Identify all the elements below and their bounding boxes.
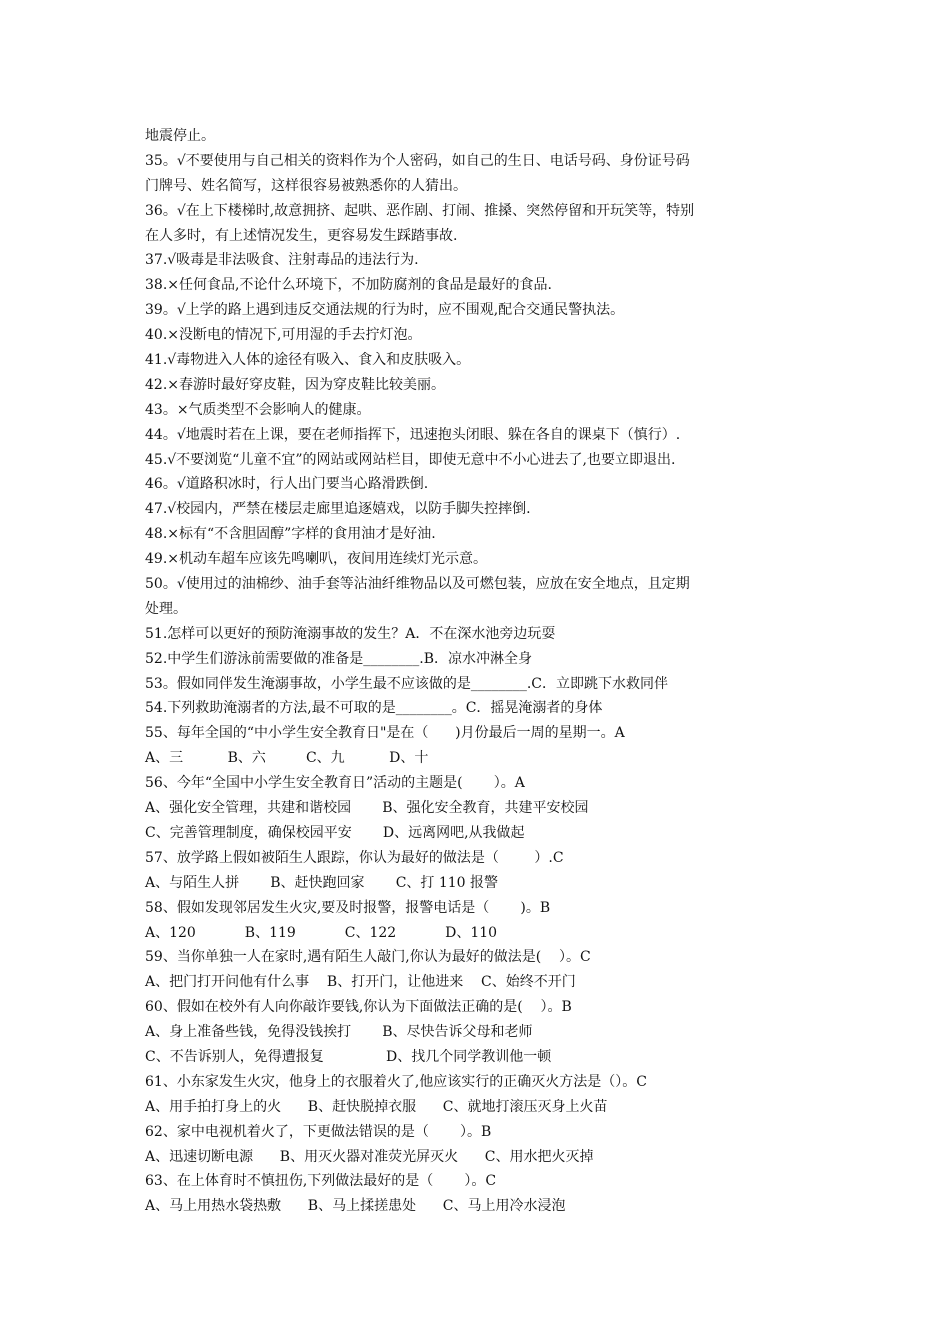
text-line: 52.中学生们游泳前需要做的准备是________.B．凉水冲淋全身: [145, 650, 533, 667]
text-line: 45.√不要浏览“儿童不宜”的网站或网站栏目，即使无意中不小心进去了,也要立即退出.: [145, 451, 676, 468]
text-line: 49.×机动车超车应该先鸣喇叭，夜间用连续灯光示意。: [145, 551, 487, 568]
text-line: 62、家中电视机着火了，下更做法错误的是（ ）。B: [145, 1123, 492, 1140]
text-line: A、把门打开问他有什么事 B、打开门，让他进来 C、始终不开门: [145, 974, 576, 991]
text-line: A、用手拍打身上的火 B、赶快脱掉衣服 C、就地打滚压灭身上火苗: [145, 1098, 608, 1115]
text-line: A、迅速切断电源 B、用灭火器对准荧光屏灭火 C、用水把火灭掉: [145, 1148, 594, 1165]
text-line: 46。√道路积冰时，行人出门要当心路滑跌倒.: [145, 476, 429, 493]
text-line: 43。×气质类型不会影响人的健康。: [145, 401, 371, 418]
text-line: 42.×春游时最好穿皮鞋，因为穿皮鞋比较美丽。: [145, 376, 445, 393]
text-line: 地震停止。: [145, 128, 215, 144]
text-line: A、强化安全管理，共建和谐校园 B、强化安全教育，共建平安校园: [145, 800, 589, 817]
text-line: 50。√使用过的油棉纱、油手套等沾油纤维物品以及可燃包装，应放在安全地点，且定期: [145, 576, 690, 593]
text-line: 51.怎样可以更好的预防淹溺事故的发生？A．不在深水池旁边玩耍: [145, 625, 556, 642]
text-line: 59、当你单独一人在家时,遇有陌生人敲门,你认为最好的做法是( ）。C: [145, 949, 591, 966]
text-line: 在人多时，有上述情况发生，更容易发生踩踏事故.: [145, 227, 458, 244]
text-line: A、三 B、六 C、九 D、十: [145, 750, 429, 767]
text-line: A、身上准备些钱，免得没钱挨打 B、尽快告诉父母和老师: [145, 1024, 533, 1041]
text-line: 47.√校园内，严禁在楼层走廊里追逐嬉戏，以防手脚失控摔倒.: [145, 501, 531, 518]
text-line: A、120 B、119 C、122 D、110: [145, 924, 498, 941]
text-line: 57、放学路上假如被陌生人跟踪，你认为最好的做法是（ ）.C: [145, 849, 564, 866]
text-line: A、与陌生人拼 B、赶快跑回家 C、打 110 报警: [145, 874, 499, 891]
text-line: 36。√在上下楼梯时,故意拥挤、起哄、恶作剧、打闹、推搡、突然停留和开玩笑等，特别: [145, 202, 695, 219]
text-line: C、不告诉别人，免得遭报复 D、找几个同学教训他一顿: [145, 1048, 552, 1065]
text-line: 35。√不要使用与自己相关的资料作为个人密码，如自己的生日、电话号码、身份证号码: [145, 152, 690, 169]
text-line: 门牌号、姓名简写，这样很容易被熟悉你的人猜出。: [145, 177, 467, 194]
text-line: 处理。: [145, 600, 187, 617]
text-line: 55、每年全国的“中小学生安全教育日"是在（ )月份最后一周的星期一。A: [145, 725, 625, 742]
text-line: A、马上用热水袋热敷 B、马上揉搓患处 C、马上用冷水浸泡: [145, 1198, 566, 1215]
text-line: 61、小东家发生火灾，他身上的衣服着火了,他应该实行的正确灭火方法是（）。C: [145, 1073, 647, 1090]
text-line: 37.√吸毒是非法吸食、注射毒品的违法行为.: [145, 252, 419, 269]
text-line: 54.下列救助淹溺者的方法,最不可取的是________。C．摇晃淹溺者的身体: [145, 700, 603, 717]
text-line: 38.×任何食品,不论什么环境下，不加防腐剂的食品是最好的食品.: [145, 277, 552, 294]
text-line: 40.×没断电的情况下,可用湿的手去拧灯泡。: [145, 327, 422, 344]
text-line: 58、假如发现邻居发生火灾,要及时报警，报警电话是（ )。B: [145, 899, 551, 916]
document-page: [145, 124, 825, 1219]
text-line: 48.×标有“不含胆固醇”字样的食用油才是好油.: [145, 526, 436, 543]
text-line: 56、今年“全国中小学生安全教育日”活动的主题是( ）。A: [145, 775, 525, 792]
text-line: 44。√地震时若在上课，要在老师指挥下，迅速抱头闭眼、躲在各自的课桌下（慎行）.: [145, 426, 681, 443]
text-line: 53。假如同伴发生淹溺事故，小学生最不应该做的是________.C．立即跳下水救同伴: [145, 675, 668, 692]
text-line: 39。√上学的路上遇到违反交通法规的行为时，应不围观,配合交通民警执法。: [145, 302, 625, 319]
text-line: 41.√毒物进入人体的途径有吸入、食入和皮肤吸入。: [145, 352, 471, 369]
text-line: 63、在上体育时不慎扭伤,下列做法最好的是（ ）。C: [145, 1173, 497, 1190]
text-line: C、完善管理制度，确保校园平安 D、远离网吧,从我做起: [145, 824, 525, 841]
text-line: 60、假如在校外有人向你敲诈要钱,你认为下面做法正确的是( ）。B: [145, 999, 572, 1016]
